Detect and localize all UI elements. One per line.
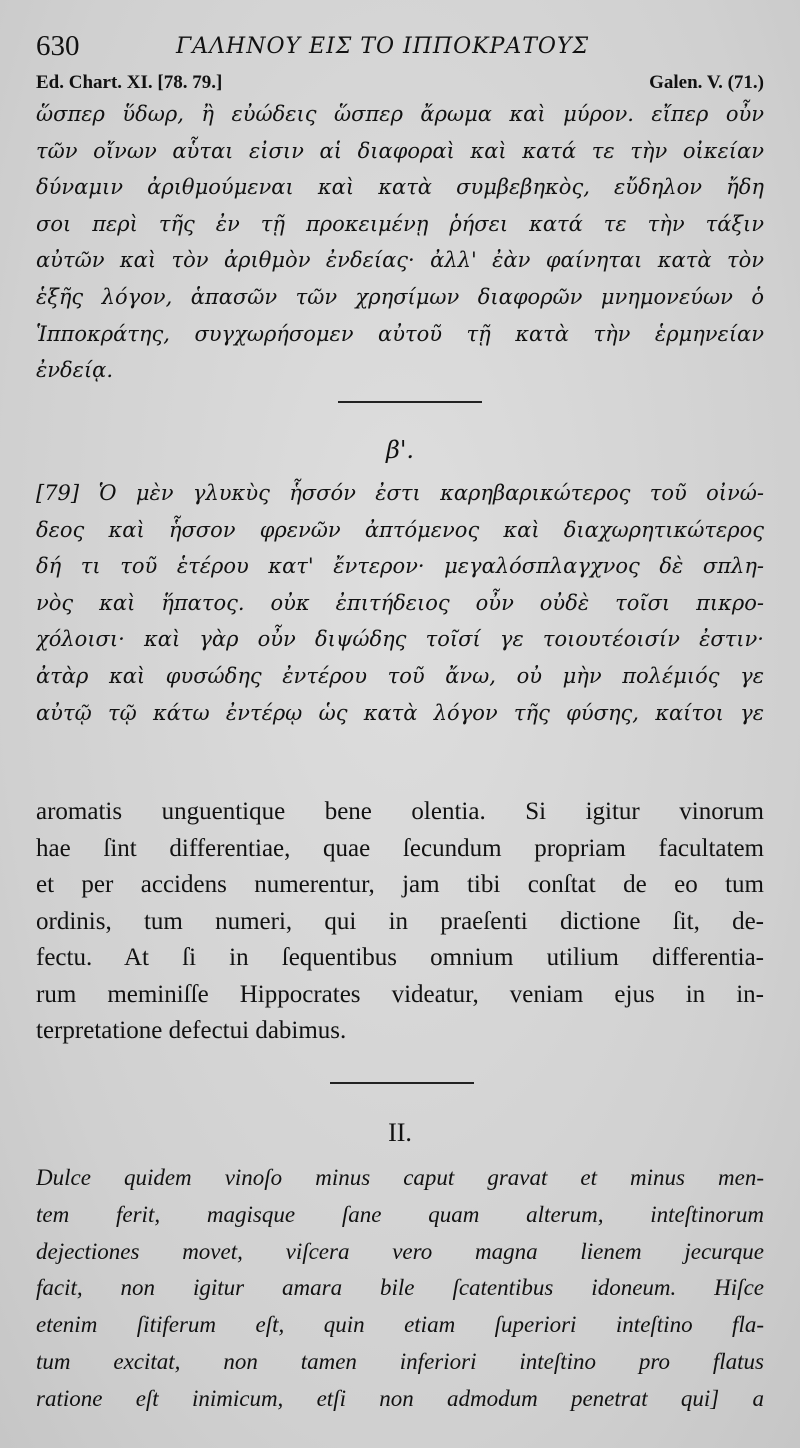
text-line: Ἱπποκράτης, συγχωρήσομεν αὐτοῦ τῇ κατὰ τὴν ἑρμηνείαν: [36, 321, 764, 346]
text-line: δή τι τοῦ ἑτέρου κατ' ἔντερον· μεγαλόσπλαγχνος δὲ σπλη-: [36, 554, 764, 579]
running-title: ΓΑΛΗΝΟΥ ΕΙΣ ΤΟ ΙΠΠΟΚΡΑΤΟΥΣ: [176, 34, 590, 59]
section-divider: [338, 401, 482, 403]
text-line: terpretatione defectui dabimus.: [36, 1017, 347, 1044]
text-line: et per accidens numerentur, jam tibi conſtat de eo tum: [36, 871, 764, 898]
text-line: ἑξῆς λόγον, ἁπασῶν τῶν χρησίμων διαφορῶν μνημονεύων ὁ: [36, 284, 764, 309]
text-line: ἀτὰρ καὶ φυσώδης ἐντέρου τοῦ ἄνω, οὐ μὴν πολέμιός γε: [36, 663, 764, 688]
text-line: αὐτῷ τῷ κάτω ἐντέρῳ ὡς κατὰ λόγον τῆς φύσης, καίτοι γε: [36, 700, 764, 725]
text-line: [79] Ὁ μὲν γλυκὺς ἧσσόν ἐστι καρηβαρικώτερος τοῦ οἰνώ-: [36, 481, 764, 505]
text-line: hae ſint differentiae, quae ſecundum propriam facultatem: [36, 834, 764, 862]
text-line: χόλοισι· καὶ γὰρ οὖν διψώδης τοῖσί γε τοιουτέοισίν ἐστιν·: [36, 627, 764, 652]
text-line: νὸς καὶ ἥπατος. οὐκ ἐπιτήδειος οὖν οὐδὲ τοῖσι πικρο-: [36, 590, 764, 615]
text-line: aromatis unguentique bene olentia. Si igitur vinorum: [36, 798, 764, 825]
text-line: ὥσπερ ὕδωρ, ἢ εὐώδεις ὥσπερ ἄρωμα καὶ μύρον. εἴπερ οὖν: [36, 102, 764, 126]
text-line: tum excitat, non tamen inferiori inteſtino pro flatus: [36, 1348, 764, 1374]
text-line: ἐνδείᾳ.: [36, 358, 114, 383]
page-number: 630: [36, 30, 80, 62]
text-line: facit, non igitur amara bile ſcatentibus idoneum. Hiſce: [36, 1275, 764, 1301]
greek-commentary-block: [36, 96, 764, 389]
section-divider: [330, 1082, 474, 1084]
latin-commentary-block: [36, 794, 764, 1050]
text-line: δεος καὶ ἧσσον φρενῶν ἀπτόμενος καὶ διαχωρητικώτερος: [36, 517, 764, 542]
text-line: αὐτῶν καὶ τὸν ἀριθμὸν ἐνδείας· ἀλλ' ἐὰν φαίνηται κατὰ τὸν: [36, 248, 764, 273]
text-line: tem ferit, magisque ſane quam alterum, inteſtinorum: [36, 1201, 764, 1227]
edition-reference: [36, 72, 764, 96]
edition-galen-ref: Galen. V. (71.): [649, 72, 764, 93]
text-line: τῶν οἴνων αὗται εἰσιν αἱ διαφοραὶ καὶ κατά τε τὴν οἰκείαν: [36, 138, 764, 163]
greek-aphorism-block: [36, 475, 764, 731]
text-line: δύναμιν ἀριθμούμεναι καὶ κατὰ συμβεβηκὸς, εὔδηλον ἤδη: [36, 175, 764, 200]
text-line: rum meminiſſe Hippocrates videatur, veniam ejus in in-: [36, 980, 764, 1008]
edition-chartier-ref: Ed. Chart. XI. [78. 79.]: [36, 72, 223, 93]
text-line: ratione eſt inimicum, etſi non admodum penetrat qui] a: [36, 1385, 764, 1411]
text-line: etenim ſitiferum eſt, quin etiam ſuperiori inteſtino fla-: [36, 1312, 764, 1338]
latin-aphorism-block: [36, 1160, 764, 1418]
text-line: dejectiones movet, viſcera vero magna lienem jecurque: [36, 1238, 764, 1264]
text-line: σοι περὶ τῆς ἐν τῇ προκειμένῃ ῥήσει κατά τε τὴν τάξιν: [36, 211, 764, 236]
text-line: fectu. At ſi in ſequentibus omnium utilium differentia-: [36, 944, 764, 971]
text-line: Dulce quidem vinoſo minus caput gravat et minus men-: [36, 1165, 764, 1190]
section-number-greek: β'.: [385, 436, 415, 464]
section-number-latin: II.: [388, 1118, 412, 1147]
text-line: ordinis, tum numeri, qui in praeſenti dictione ſit, de-: [36, 907, 764, 935]
page-header: [36, 28, 764, 64]
